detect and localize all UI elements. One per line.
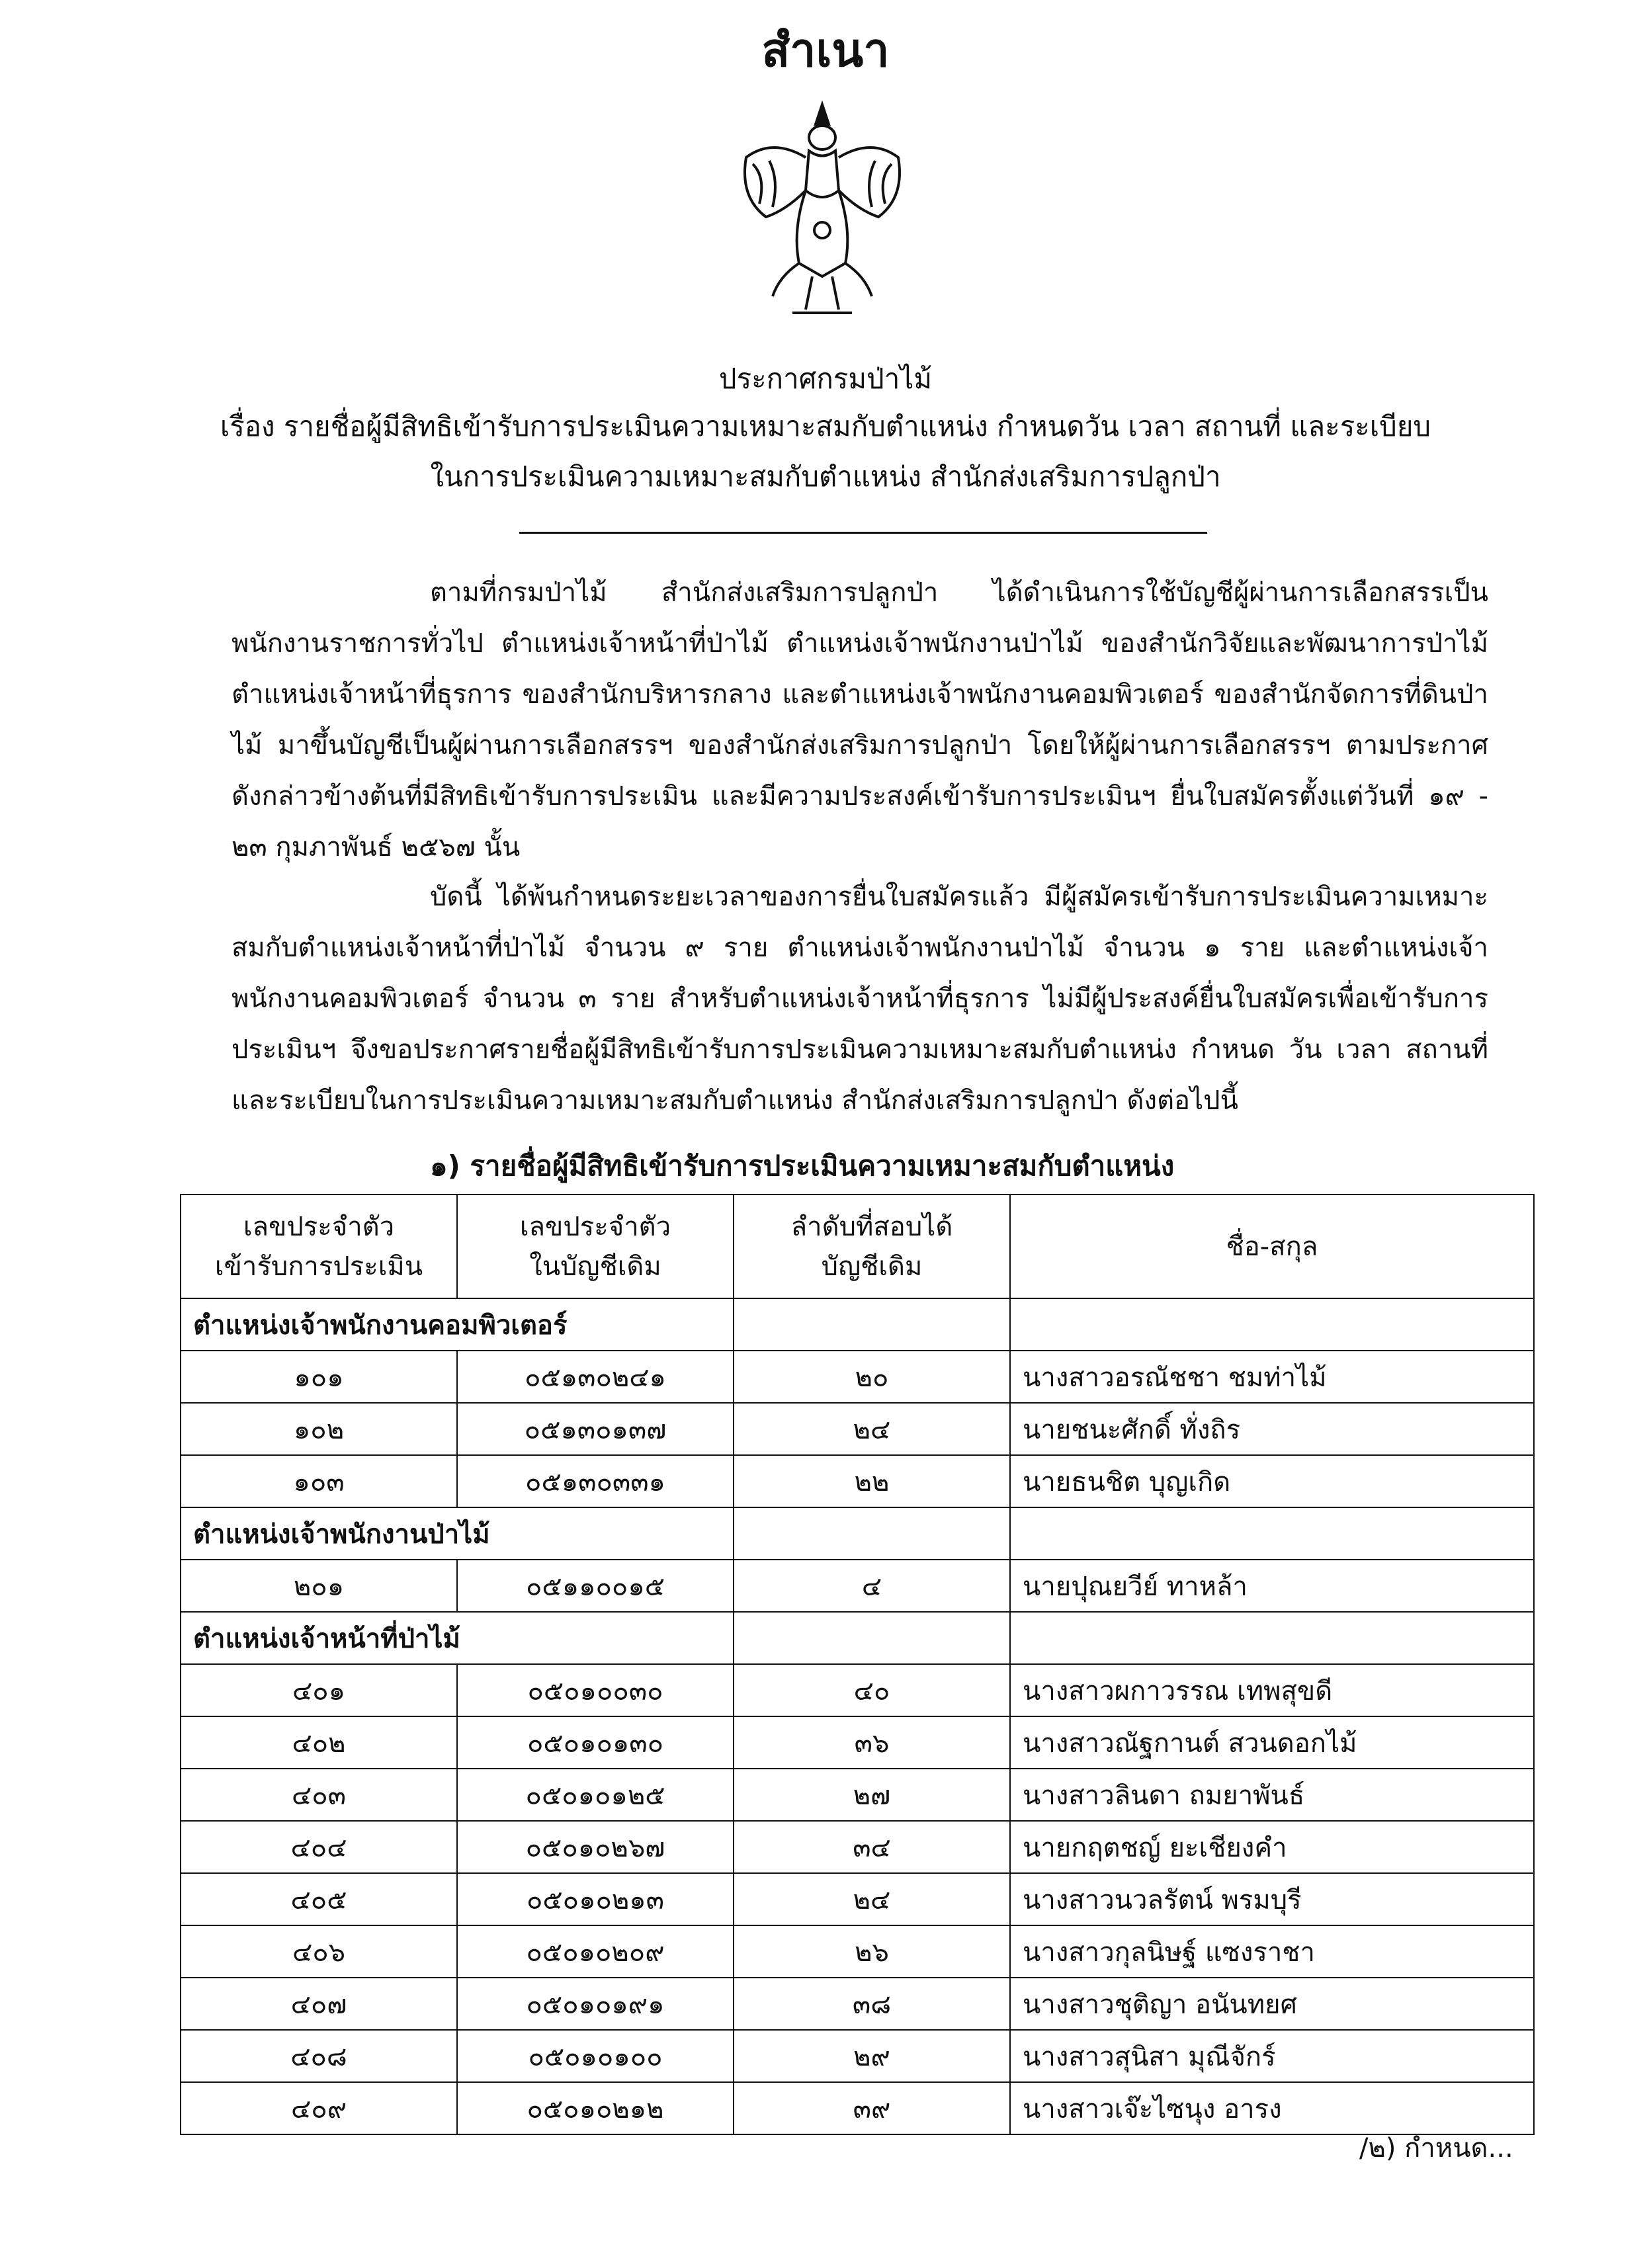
table-row [181,1664,1534,1716]
name-cell: นางสาวณัฐกานต์ สวนดอกไม้ [1010,1716,1534,1769]
exam-id-cell: ๔๐๑ [181,1664,457,1716]
exam-id-cell: ๒๐๑ [181,1560,457,1612]
name-cell: นายปุณยวีย์ ทาหล้า [1010,1560,1534,1612]
exam-id-cell: ๔๐๗ [181,1978,457,2030]
name-cell: นางสาวกุลนิษฐ์ แซงราชา [1010,1925,1534,1978]
name-cell: นางสาวอรณัชชา ชมท่าไม้ [1010,1351,1534,1403]
empty-cell [734,1507,1010,1560]
table-row [181,1716,1534,1769]
header-name: ชื่อ-สกุล [1010,1195,1534,1298]
exam-id-cell: ๔๐๓ [181,1769,457,1821]
name-cell: นางสาวลินดา ถมยาพันธ์ [1010,1769,1534,1821]
header-old-id: เลขประจำตัว ในบัญชีเดิม [457,1195,734,1298]
table-row [181,2030,1534,2082]
candidate-table [180,1194,1535,2135]
copy-stamp: สำเนา [761,23,890,77]
name-cell: นายกฤตชญ์ ยะเชียงคำ [1010,1821,1534,1873]
exam-id-cell: ๔๐๒ [181,1716,457,1769]
table-row [181,1351,1534,1403]
old-id-cell: ๐๕๐๑๐๑๒๕ [457,1769,734,1821]
table-row [181,1925,1534,1978]
table-row [181,1560,1534,1612]
exam-id-cell: ๔๐๕ [181,1873,457,1925]
empty-cell [1010,1612,1534,1664]
table-row [181,2082,1534,2134]
old-id-cell: ๐๕๑๓๐๑๓๗ [457,1403,734,1455]
name-cell: นายชนะศักดิ์ ทั่งถิร [1010,1403,1534,1455]
subject-line-2: ในการประเมินความเหมาะสมกับตำแหน่ง สำนักส่งเสริมการปลูกป่า [430,460,1221,493]
group-title: ตำแหน่งเจ้าพนักงานคอมพิวเตอร์ [181,1298,734,1351]
paragraph-2 [232,872,1488,1126]
exam-id-cell: ๑๐๑ [181,1351,457,1403]
exam-id-cell: ๑๐๒ [181,1403,457,1455]
rank-cell: ๓๖ [734,1716,1010,1769]
name-cell: นางสาวชุติญา อนันทยศ [1010,1978,1534,2030]
continuation-note: /๒) กำหนด... [1359,2133,1513,2163]
exam-id-cell: ๔๐๙ [181,2082,457,2134]
exam-id-cell: ๔๐๔ [181,1821,457,1873]
table-row [181,1769,1534,1821]
rank-cell: ๒๖ [734,1925,1010,1978]
table-group-row [181,1507,1534,1560]
subject-line-1: เรื่อง รายชื่อผู้มีสิทธิเข้ารับการประเมินความเหมาะสมกับตำแหน่ง กำหนดวัน เวลา สถานที่ และระเบียบ [220,410,1431,442]
rank-cell: ๓๔ [734,1821,1010,1873]
table-row [181,1455,1534,1507]
rank-cell: ๔ [734,1560,1010,1612]
section-title: ๑) รายชื่อผู้มีสิทธิเข้ารับการประเมินความเหมาะสมกับตำแหน่ง [430,1150,1175,1182]
old-id-cell: ๐๕๐๑๐๐๓๐ [457,1664,734,1716]
header-divider [519,532,1207,534]
header-exam-id: เลขประจำตัว เข้ารับการประเมิน [181,1195,457,1298]
name-cell: นางสาวนวลรัตน์ พรมบุรี [1010,1873,1534,1925]
garuda-emblem-icon [733,98,911,319]
empty-cell [1010,1507,1534,1560]
rank-cell: ๒๒ [734,1455,1010,1507]
table-row [181,1873,1534,1925]
group-title: ตำแหน่งเจ้าหน้าที่ป่าไม้ [181,1612,734,1664]
old-id-cell: ๐๕๐๑๐๒๐๙ [457,1925,734,1978]
old-id-cell: ๐๕๐๑๐๑๐๐ [457,2030,734,2082]
rank-cell: ๒๔ [734,1403,1010,1455]
table-row [181,1978,1534,2030]
old-id-cell: ๐๕๑๓๐๓๓๑ [457,1455,734,1507]
old-id-cell: ๐๕๐๑๐๒๑๓ [457,1873,734,1925]
group-title: ตำแหน่งเจ้าพนักงานป่าไม้ [181,1507,734,1560]
paragraph-1 [232,567,1488,873]
rank-cell: ๒๔ [734,1873,1010,1925]
table-group-row [181,1298,1534,1351]
exam-id-cell: ๔๐๖ [181,1925,457,1978]
rank-cell: ๓๘ [734,1978,1010,2030]
old-id-cell: ๐๕๐๑๐๒๑๒ [457,2082,734,2134]
empty-cell [1010,1298,1534,1351]
old-id-cell: ๐๕๐๑๐๑๓๐ [457,1716,734,1769]
paragraph-2-text: บัดนี้ ได้พ้นกำหนดระยะเวลาของการยื่นใบสมัครแล้ว มีผู้สมัครเข้ารับการประเมินความเหมาะสมกับตำแหน่งเจ้าหน้าที่ป่าไม้ จำนวน ๙ ราย ตำแหน่งเจ้าพนักงานป่าไม้ จำนวน ๑ ราย และตำแหน่งเจ้าพนักงานคอมพิวเตอร์ จำนวน ๓ ราย สำหรับตำแหน่งเจ้าหน้าที่ธุรการ ไม่มีผู้ประสงค์ยื่นใบสมัครเพื่อเข้ารับการประเมินฯ จึงขอประกาศรายชื่อผู้มีสิทธิเข้ารับการประเมินความเหมาะสมกับตำแหน่ง กำหนด วัน เวลา สถานที่ และระเบียบในการประเมินความเหมาะสมกับตำแหน่ง สำนักส่งเสริมการปลูกป่า ดังต่อไปนี้ [232,882,1488,1116]
rank-cell: ๓๙ [734,2082,1010,2134]
issuer-line: ประกาศกรมป่าไม้ [718,362,933,395]
name-cell: นางสาวผกาวรรณ เทพสุขดี [1010,1664,1534,1716]
table-group-row [181,1612,1534,1664]
old-id-cell: ๐๕๑๑๐๐๑๕ [457,1560,734,1612]
table-row [181,1821,1534,1873]
old-id-cell: ๐๕๐๑๐๒๖๗ [457,1821,734,1873]
name-cell: นางสาวสุนิสา มุณีจักร์ [1010,2030,1534,2082]
empty-cell [734,1298,1010,1351]
name-cell: นายธนชิต บุญเกิด [1010,1455,1534,1507]
empty-cell [734,1612,1010,1664]
old-id-cell: ๐๕๐๑๐๑๙๑ [457,1978,734,2030]
table-row [181,1403,1534,1455]
exam-id-cell: ๔๐๘ [181,2030,457,2082]
rank-cell: ๒๐ [734,1351,1010,1403]
name-cell: นางสาวเจ๊ะไซนุง อารง [1010,2082,1534,2134]
paragraph-1-text: ตามที่กรมป่าไม้ สำนักส่งเสริมการปลูกป่า ได้ดำเนินการใช้บัญชีผู้ผ่านการเลือกสรรเป็นพนักงานราชการทั่วไป ตำแหน่งเจ้าหน้าที่ป่าไม้ ตำแหน่งเจ้าพนักงานป่าไม้ ของสำนักวิจัยและพัฒนาการป่าไม้ ตำแหน่งเจ้าหน้าที่ธุรการ ของสำนักบริหารกลาง และตำแหน่งเจ้าพนักงานคอมพิวเตอร์ ของสำนักจัดการที่ดินป่าไม้ มาขึ้นบัญชีเป็นผู้ผ่านการเลือกสรรฯ ของสำนักส่งเสริมการปลูกป่า โดยให้ผู้ผ่านการเลือกสรรฯ ตามประกาศดังกล่าวข้างต้นที่มีสิทธิเข้ารับการประเมิน และมีความประสงค์เข้ารับการประเมินฯ ยื่นใบสมัครตั้งแต่วันที่ ๑๙ - ๒๓ กุมภาพันธ์ ๒๕๖๗ นั้น [232,577,1488,862]
rank-cell: ๒๗ [734,1769,1010,1821]
rank-cell: ๔๐ [734,1664,1010,1716]
header-rank: ลำดับที่สอบได้ บัญชีเดิม [734,1195,1010,1298]
old-id-cell: ๐๕๑๓๐๒๔๑ [457,1351,734,1403]
exam-id-cell: ๑๐๓ [181,1455,457,1507]
table-header-row [181,1195,1534,1298]
rank-cell: ๒๙ [734,2030,1010,2082]
